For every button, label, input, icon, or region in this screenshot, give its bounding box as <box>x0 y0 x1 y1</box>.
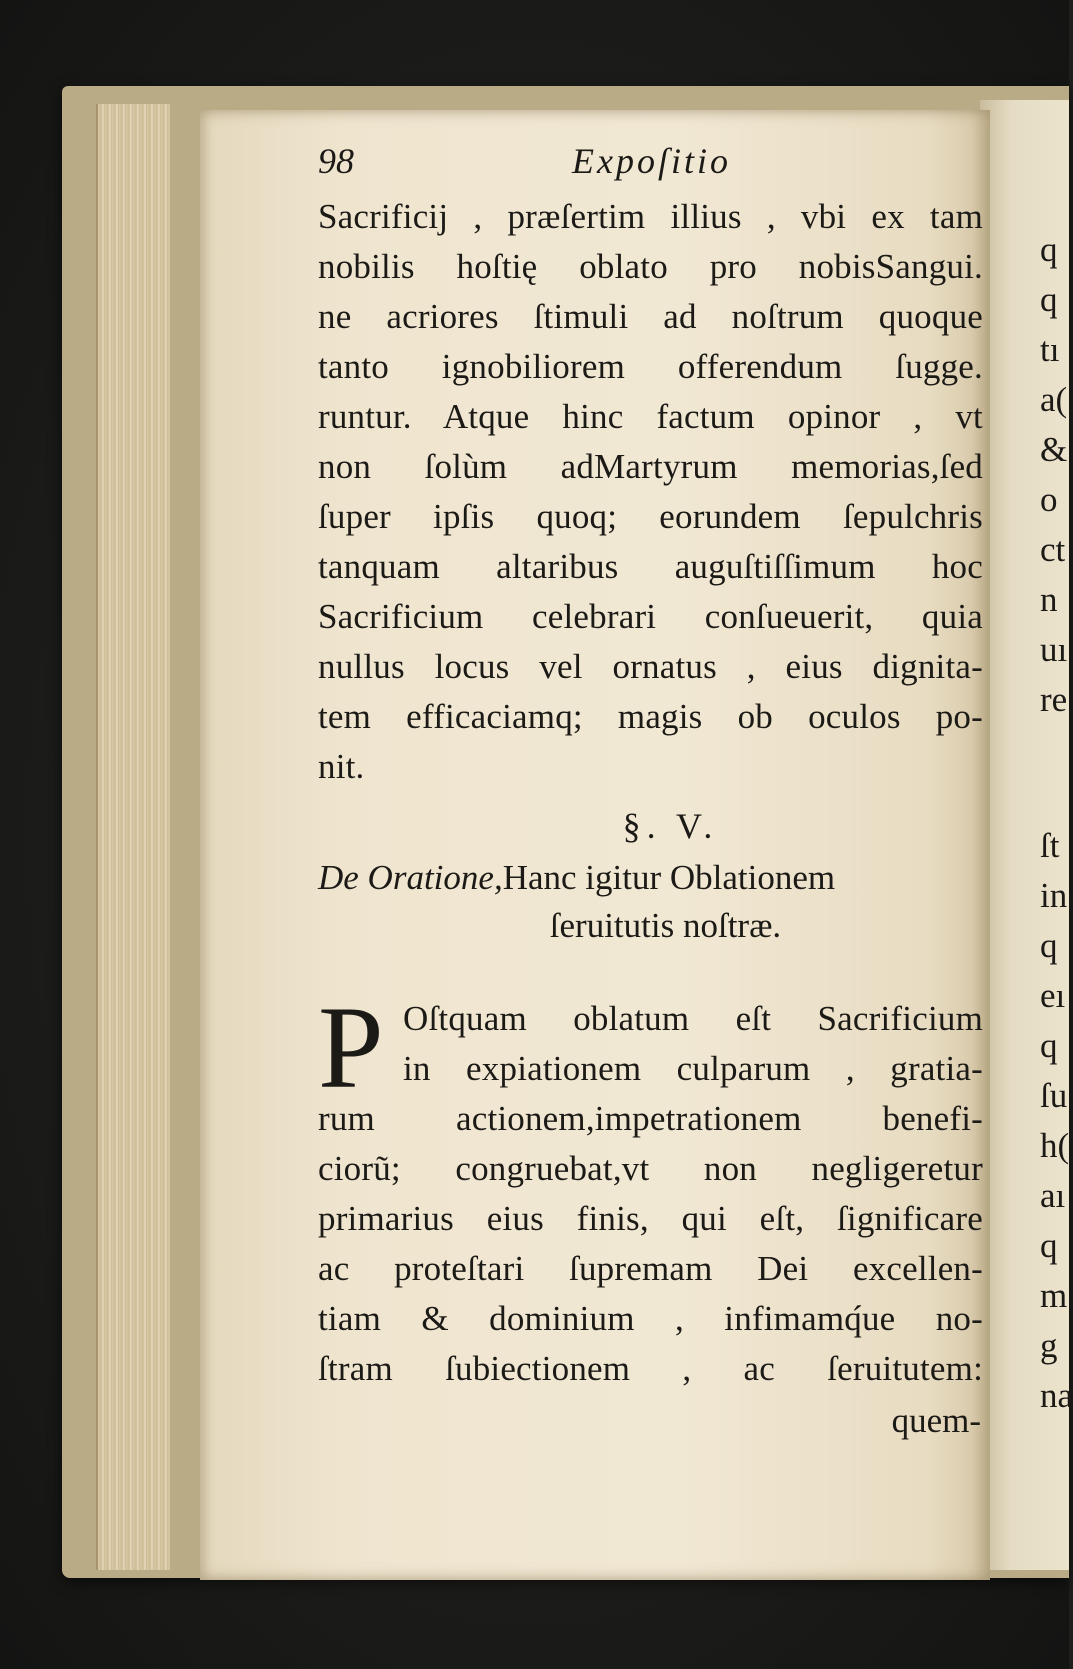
text-line: tem efficaciamq; magis ob oculos po- <box>318 697 983 736</box>
text-line: non ſolùm adMartyrum memorias,ſed <box>318 447 983 486</box>
facing-fragment: tı <box>1040 330 1060 369</box>
text-line: tanto ignobiliorem offerendum ſugge. <box>318 347 983 386</box>
facing-fragment: ſt <box>1040 826 1060 865</box>
facing-fragment: q <box>1040 230 1058 269</box>
text-line: rum actionem,impetrationem benefi- <box>318 1099 983 1138</box>
running-title: Expoſitio <box>572 141 731 181</box>
facing-fragment: q <box>1040 926 1058 965</box>
text-line: runtur. Atque hinc factum opinor , vt <box>318 397 983 436</box>
facing-fragment: o <box>1040 480 1058 519</box>
text-line: primarius eius finis, qui eſt, ſignificare <box>318 1199 983 1238</box>
text-line: ſuper ipſis quoq; eorundem ſepulchris <box>318 497 983 536</box>
facing-fragment: re <box>1040 680 1068 719</box>
page-number: 98 <box>318 141 354 181</box>
facing-fragment: a( <box>1040 380 1068 419</box>
text-line: ac proteſtari ſupremam Dei excellen- <box>318 1249 983 1288</box>
text-line: Oſtquam oblatum eſt Sacrificium <box>403 999 983 1038</box>
facing-fragment: g <box>1040 1326 1058 1365</box>
text-line: ne acriores ſtimuli ad noſtrum quoque <box>318 297 983 336</box>
text-line: Sacrificium celebrari conſueuerit, quia <box>318 597 983 636</box>
text-line: nit. <box>318 747 365 786</box>
facing-fragment: uı <box>1040 630 1068 669</box>
facing-fragment: q <box>1040 280 1058 319</box>
text-line: tiam & dominium , infimamq́ue no- <box>318 1299 983 1338</box>
page-edges <box>96 104 170 1570</box>
paragraph <box>318 982 983 1394</box>
heading-roman: Hanc igitur Oblationem <box>502 858 836 897</box>
drop-cap: P <box>318 982 384 1113</box>
section-heading-line2: ſeruitutis noſtræ. <box>549 906 782 945</box>
heading-italic: De Oratione, <box>318 858 503 897</box>
facing-fragment: ct <box>1040 530 1066 569</box>
facing-fragment: q <box>1040 1026 1058 1065</box>
facing-fragment: eı <box>1040 976 1066 1015</box>
text-line: nullus locus vel ornatus , eius dignita- <box>318 647 983 686</box>
catchword: quem- <box>891 1401 981 1440</box>
text-line: Sacrificij , præſertim illius , vbi ex tam <box>318 197 983 236</box>
text-line: ciorũ; congruebat,vt non negligeretur <box>318 1149 983 1188</box>
facing-fragment: aı <box>1040 1176 1066 1215</box>
section-heading <box>318 854 983 902</box>
facing-page-text <box>1040 225 1073 1421</box>
section-number: §. V. <box>622 806 719 846</box>
text-line: in expiationem culparum , gratia- <box>403 1049 983 1088</box>
facing-fragment: na <box>1040 1376 1073 1415</box>
text-line: ſtram ſubiectionem , ac ſeruitutem: <box>318 1349 983 1388</box>
facing-fragment: ſu <box>1040 1076 1068 1115</box>
running-head <box>318 140 983 192</box>
text-line: nobilis hoſtię oblato pro nobisSangui. <box>318 247 983 286</box>
text-block <box>318 140 983 1446</box>
facing-fragment: & <box>1040 430 1068 469</box>
facing-fragment: m <box>1040 1276 1068 1315</box>
facing-fragment: q <box>1040 1226 1058 1265</box>
text-line: tanquam altaribus auguſtiſſimum hoc <box>318 547 983 586</box>
facing-fragment: n <box>1040 580 1058 619</box>
facing-fragment: h( <box>1040 1126 1070 1165</box>
facing-fragment: in <box>1040 876 1068 915</box>
body-text <box>318 192 983 792</box>
facing-gap <box>1040 725 1069 821</box>
